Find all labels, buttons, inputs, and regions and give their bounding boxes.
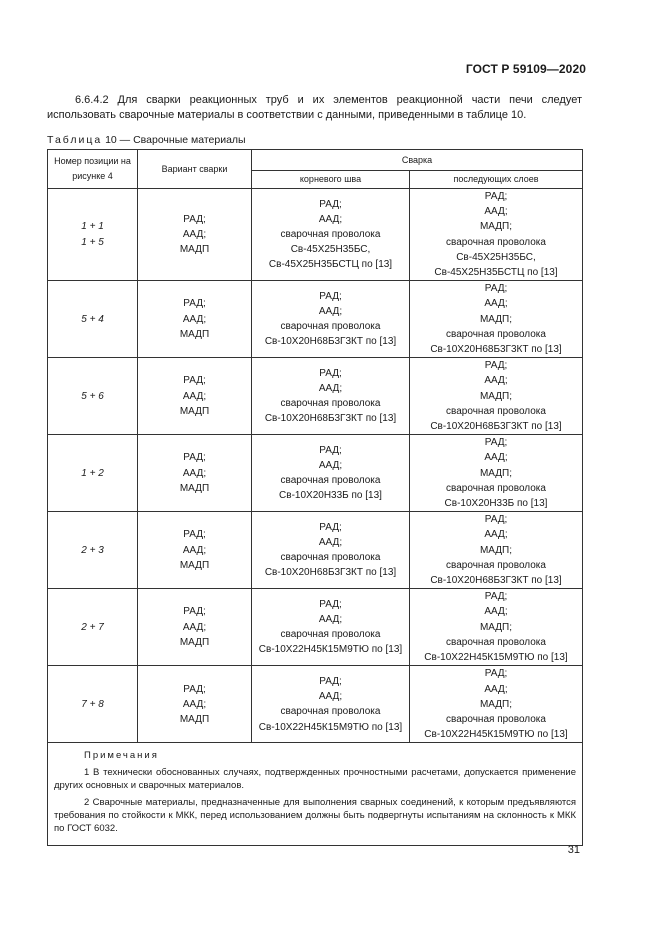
variant-cell-line: ААД; xyxy=(182,390,207,402)
next-layers-cell-line: РАД; xyxy=(484,191,508,202)
position-cell-line: 1 + 5 xyxy=(81,236,104,248)
position-cell-line: 5 + 4 xyxy=(81,313,104,325)
variant-cell-line: ААД; xyxy=(182,698,207,710)
next-layers-cell xyxy=(410,281,583,358)
table-row xyxy=(48,189,583,281)
root-seam-cell-line: ААД; xyxy=(318,383,343,395)
variant-cell-line: РАД; xyxy=(183,213,206,225)
position-cell-line: 5 + 6 xyxy=(81,390,104,402)
root-seam-cell-line: сварочная проволока xyxy=(280,629,381,641)
next-layers-cell-line: сварочная проволока xyxy=(446,559,546,571)
next-layers-cell-line: ААД; xyxy=(484,606,508,618)
variant-cell-line: ААД; xyxy=(182,544,207,556)
next-layers-cell-line: Св-10Х22Н45К15М9ТЮ по [13] xyxy=(424,652,568,664)
root-seam-cell xyxy=(252,358,410,435)
root-seam-cell-line: РАД; xyxy=(319,444,342,456)
page-number: 31 xyxy=(567,844,580,856)
next-layers-cell-line: сварочная проволока xyxy=(446,636,546,648)
root-seam-cell-line: Св-10Х22Н45К15М9ТЮ по [13] xyxy=(258,644,403,656)
variant-cell-line: РАД; xyxy=(183,529,206,541)
position-cell-line: 1 + 2 xyxy=(81,467,104,479)
variant-cell xyxy=(138,589,252,666)
table-row xyxy=(48,358,583,435)
variant-cell xyxy=(138,189,252,281)
table-row xyxy=(48,435,583,512)
root-seam-cell xyxy=(252,512,410,589)
document-code: ГОСТ Р 59109—2020 xyxy=(465,62,586,76)
root-seam-cell-line: сварочная проволока xyxy=(280,552,381,564)
next-layers-cell-line: сварочная проволока xyxy=(446,328,546,340)
next-layers-cell-line: ААД; xyxy=(484,452,508,464)
next-layers-cell-line: Св-10Х20Н68Б3Г3КТ по [13] xyxy=(430,421,562,433)
note-1: 1 В технически обоснованных случаях, подтвержденных прочностными расчетами, допускается применение других основных и сварочных материалов. xyxy=(54,767,576,792)
table-caption-title: 10 — Сварочные материалы xyxy=(102,134,246,146)
variant-cell-line: МАДП xyxy=(179,244,210,256)
variant-cell xyxy=(138,281,252,358)
table-caption-label: Таблица xyxy=(47,134,103,146)
next-layers-cell-line: МАДП; xyxy=(479,467,513,479)
variant-cell-line: МАДП xyxy=(179,636,210,648)
next-layers-cell-line: ААД; xyxy=(484,206,508,218)
header-next-layers: последующих слоев xyxy=(410,171,583,189)
table-caption xyxy=(47,134,246,146)
root-seam-cell xyxy=(252,435,410,512)
root-seam-cell xyxy=(252,666,410,743)
root-seam-cell-line: РАД; xyxy=(319,521,342,533)
table-row xyxy=(48,512,583,589)
variant-cell-line: ААД; xyxy=(182,621,207,633)
next-layers-cell-line: МАДП; xyxy=(479,544,513,556)
root-seam-cell-line: Св-10Х20Н33Б по [13] xyxy=(279,490,382,502)
variant-cell xyxy=(138,435,252,512)
position-cell xyxy=(48,358,138,435)
root-seam-cell-line: ААД; xyxy=(318,537,343,549)
position-cell xyxy=(48,589,138,666)
root-seam-cell-line: РАД; xyxy=(319,675,342,687)
variant-cell xyxy=(138,512,252,589)
next-layers-cell-line: сварочная проволока xyxy=(446,482,546,494)
root-seam-cell-line: Св-45Х25Н35БСТЦ по [13] xyxy=(268,259,393,271)
next-layers-cell-line: МАДП; xyxy=(479,313,513,325)
next-layers-cell-line: ААД; xyxy=(484,375,508,387)
root-seam-cell-line: Св-10Х22Н45К15М9ТЮ по [13] xyxy=(258,721,403,733)
next-layers-cell-line: МАДП; xyxy=(479,698,513,710)
variant-cell-line: МАДП xyxy=(179,405,210,417)
root-seam-cell-line: Св-45Х25Н35БС, xyxy=(290,244,371,256)
next-layers-cell xyxy=(410,666,583,743)
root-seam-cell-line: сварочная проволока xyxy=(280,321,381,333)
root-seam-cell-line: РАД; xyxy=(319,198,342,210)
next-layers-cell-line: РАД; xyxy=(484,514,508,526)
note-2: 2 Сварочные материалы, предназначенные для выполнения сварных соединений, к которым предъявляются требования по стойкости к МКК, перед использованием должны быть подвергнуты испытаниям на склонность к МКК по ГОСТ 6032. xyxy=(54,797,576,835)
root-seam-cell-line: Св-10Х20Н68Б3Г3КТ по [13] xyxy=(264,413,397,425)
variant-cell-line: РАД; xyxy=(183,298,206,310)
position-cell-line: 2 + 7 xyxy=(81,621,104,633)
header-root-seam: корневого шва xyxy=(252,171,410,189)
header-position: Номер позиции на рисунке 4 xyxy=(48,150,138,189)
table-row xyxy=(48,281,583,358)
position-cell xyxy=(48,281,138,358)
next-layers-cell-line: МАДП; xyxy=(479,221,513,233)
variant-cell-line: РАД; xyxy=(183,375,206,387)
root-seam-cell xyxy=(252,589,410,666)
notes-title: Примечания xyxy=(84,750,159,762)
root-seam-cell-line: РАД; xyxy=(319,598,342,610)
variant-cell xyxy=(138,666,252,743)
next-layers-cell-line: РАД; xyxy=(484,360,508,372)
root-seam-cell-line: ААД; xyxy=(318,213,343,225)
table-row xyxy=(48,589,583,666)
variant-cell-line: РАД; xyxy=(183,452,206,464)
variant-cell-line: МАДП xyxy=(179,713,210,725)
next-layers-cell-line: РАД; xyxy=(484,591,508,603)
position-cell-line: 1 + 1 xyxy=(81,221,104,233)
root-seam-cell xyxy=(252,281,410,358)
root-seam-cell xyxy=(252,189,410,281)
next-layers-cell xyxy=(410,512,583,589)
position-cell-line: 7 + 8 xyxy=(81,698,104,710)
next-layers-cell-line: сварочная проволока xyxy=(446,236,546,248)
root-seam-cell-line: сварочная проволока xyxy=(280,706,381,718)
next-layers-cell xyxy=(410,189,583,281)
position-cell xyxy=(48,666,138,743)
next-layers-cell-line: ААД; xyxy=(484,683,508,695)
next-layers-cell-line: ААД; xyxy=(484,529,508,541)
position-cell xyxy=(48,512,138,589)
next-layers-cell xyxy=(410,435,583,512)
variant-cell-line: РАД; xyxy=(183,606,206,618)
variant-cell-line: РАД; xyxy=(183,683,206,695)
next-layers-cell-line: Св-10Х20Н33Б по [13] xyxy=(444,498,548,510)
root-seam-cell-line: сварочная проволока xyxy=(280,475,381,487)
next-layers-cell-line: ААД; xyxy=(484,298,508,310)
root-seam-cell-line: РАД; xyxy=(319,367,342,379)
root-seam-cell-line: РАД; xyxy=(319,290,342,302)
next-layers-cell xyxy=(410,358,583,435)
notes-cell xyxy=(48,743,583,846)
root-seam-cell-line: ААД; xyxy=(318,614,343,626)
header-variant: Вариант сварки xyxy=(138,150,252,189)
next-layers-cell-line: Св-10Х22Н45К15М9ТЮ по [13] xyxy=(424,729,568,741)
root-seam-cell-line: Св-10Х20Н68Б3Г3КТ по [13] xyxy=(264,567,397,579)
root-seam-cell-line: ААД; xyxy=(318,691,343,703)
variant-cell-line: МАДП xyxy=(179,328,210,340)
variant-cell-line: ААД; xyxy=(182,229,207,240)
root-seam-cell-line: сварочная проволока xyxy=(280,398,381,410)
root-seam-cell-line: ААД; xyxy=(318,460,343,472)
welding-materials-table xyxy=(47,149,583,846)
next-layers-cell-line: РАД; xyxy=(484,437,508,449)
next-layers-cell-line: МАДП; xyxy=(479,621,513,633)
next-layers-cell-line: РАД; xyxy=(484,283,508,295)
intro-paragraph xyxy=(47,93,582,123)
variant-cell xyxy=(138,358,252,435)
variant-cell-line: ААД; xyxy=(182,313,207,325)
next-layers-cell-line: Св-10Х20Н68Б3Г3КТ по [13] xyxy=(430,575,562,587)
root-seam-cell-line: сварочная проволока xyxy=(280,229,381,240)
next-layers-cell-line: Св-45Х25Н35БС, xyxy=(456,251,536,263)
next-layers-cell-line: Св-45Х25Н35БСТЦ по [13] xyxy=(434,267,558,279)
header-welding: Сварка xyxy=(252,150,583,171)
table-row xyxy=(48,666,583,743)
position-cell xyxy=(48,189,138,281)
next-layers-cell-line: Св-10Х20Н68Б3Г3КТ по [13] xyxy=(430,344,562,356)
position-cell xyxy=(48,435,138,512)
next-layers-cell-line: МАДП; xyxy=(479,390,513,402)
next-layers-cell-line: сварочная проволока xyxy=(446,405,546,417)
root-seam-cell-line: ААД; xyxy=(318,306,343,318)
next-layers-cell xyxy=(410,589,583,666)
position-cell-line: 2 + 3 xyxy=(81,544,104,556)
variant-cell-line: ААД; xyxy=(182,467,207,479)
variant-cell-line: МАДП xyxy=(179,482,210,494)
variant-cell-line: МАДП xyxy=(179,559,210,571)
root-seam-cell-line: Св-10Х20Н68Б3Г3КТ по [13] xyxy=(264,336,397,348)
intro-text: 6.6.4.2 Для сварки реакционных труб и их элементов реакционной части печи следует использовать сварочные материалы в соответствии с данными, приведенными в таблице 10. xyxy=(47,94,582,121)
next-layers-cell-line: сварочная проволока xyxy=(446,713,546,725)
next-layers-cell-line: РАД; xyxy=(484,668,508,680)
